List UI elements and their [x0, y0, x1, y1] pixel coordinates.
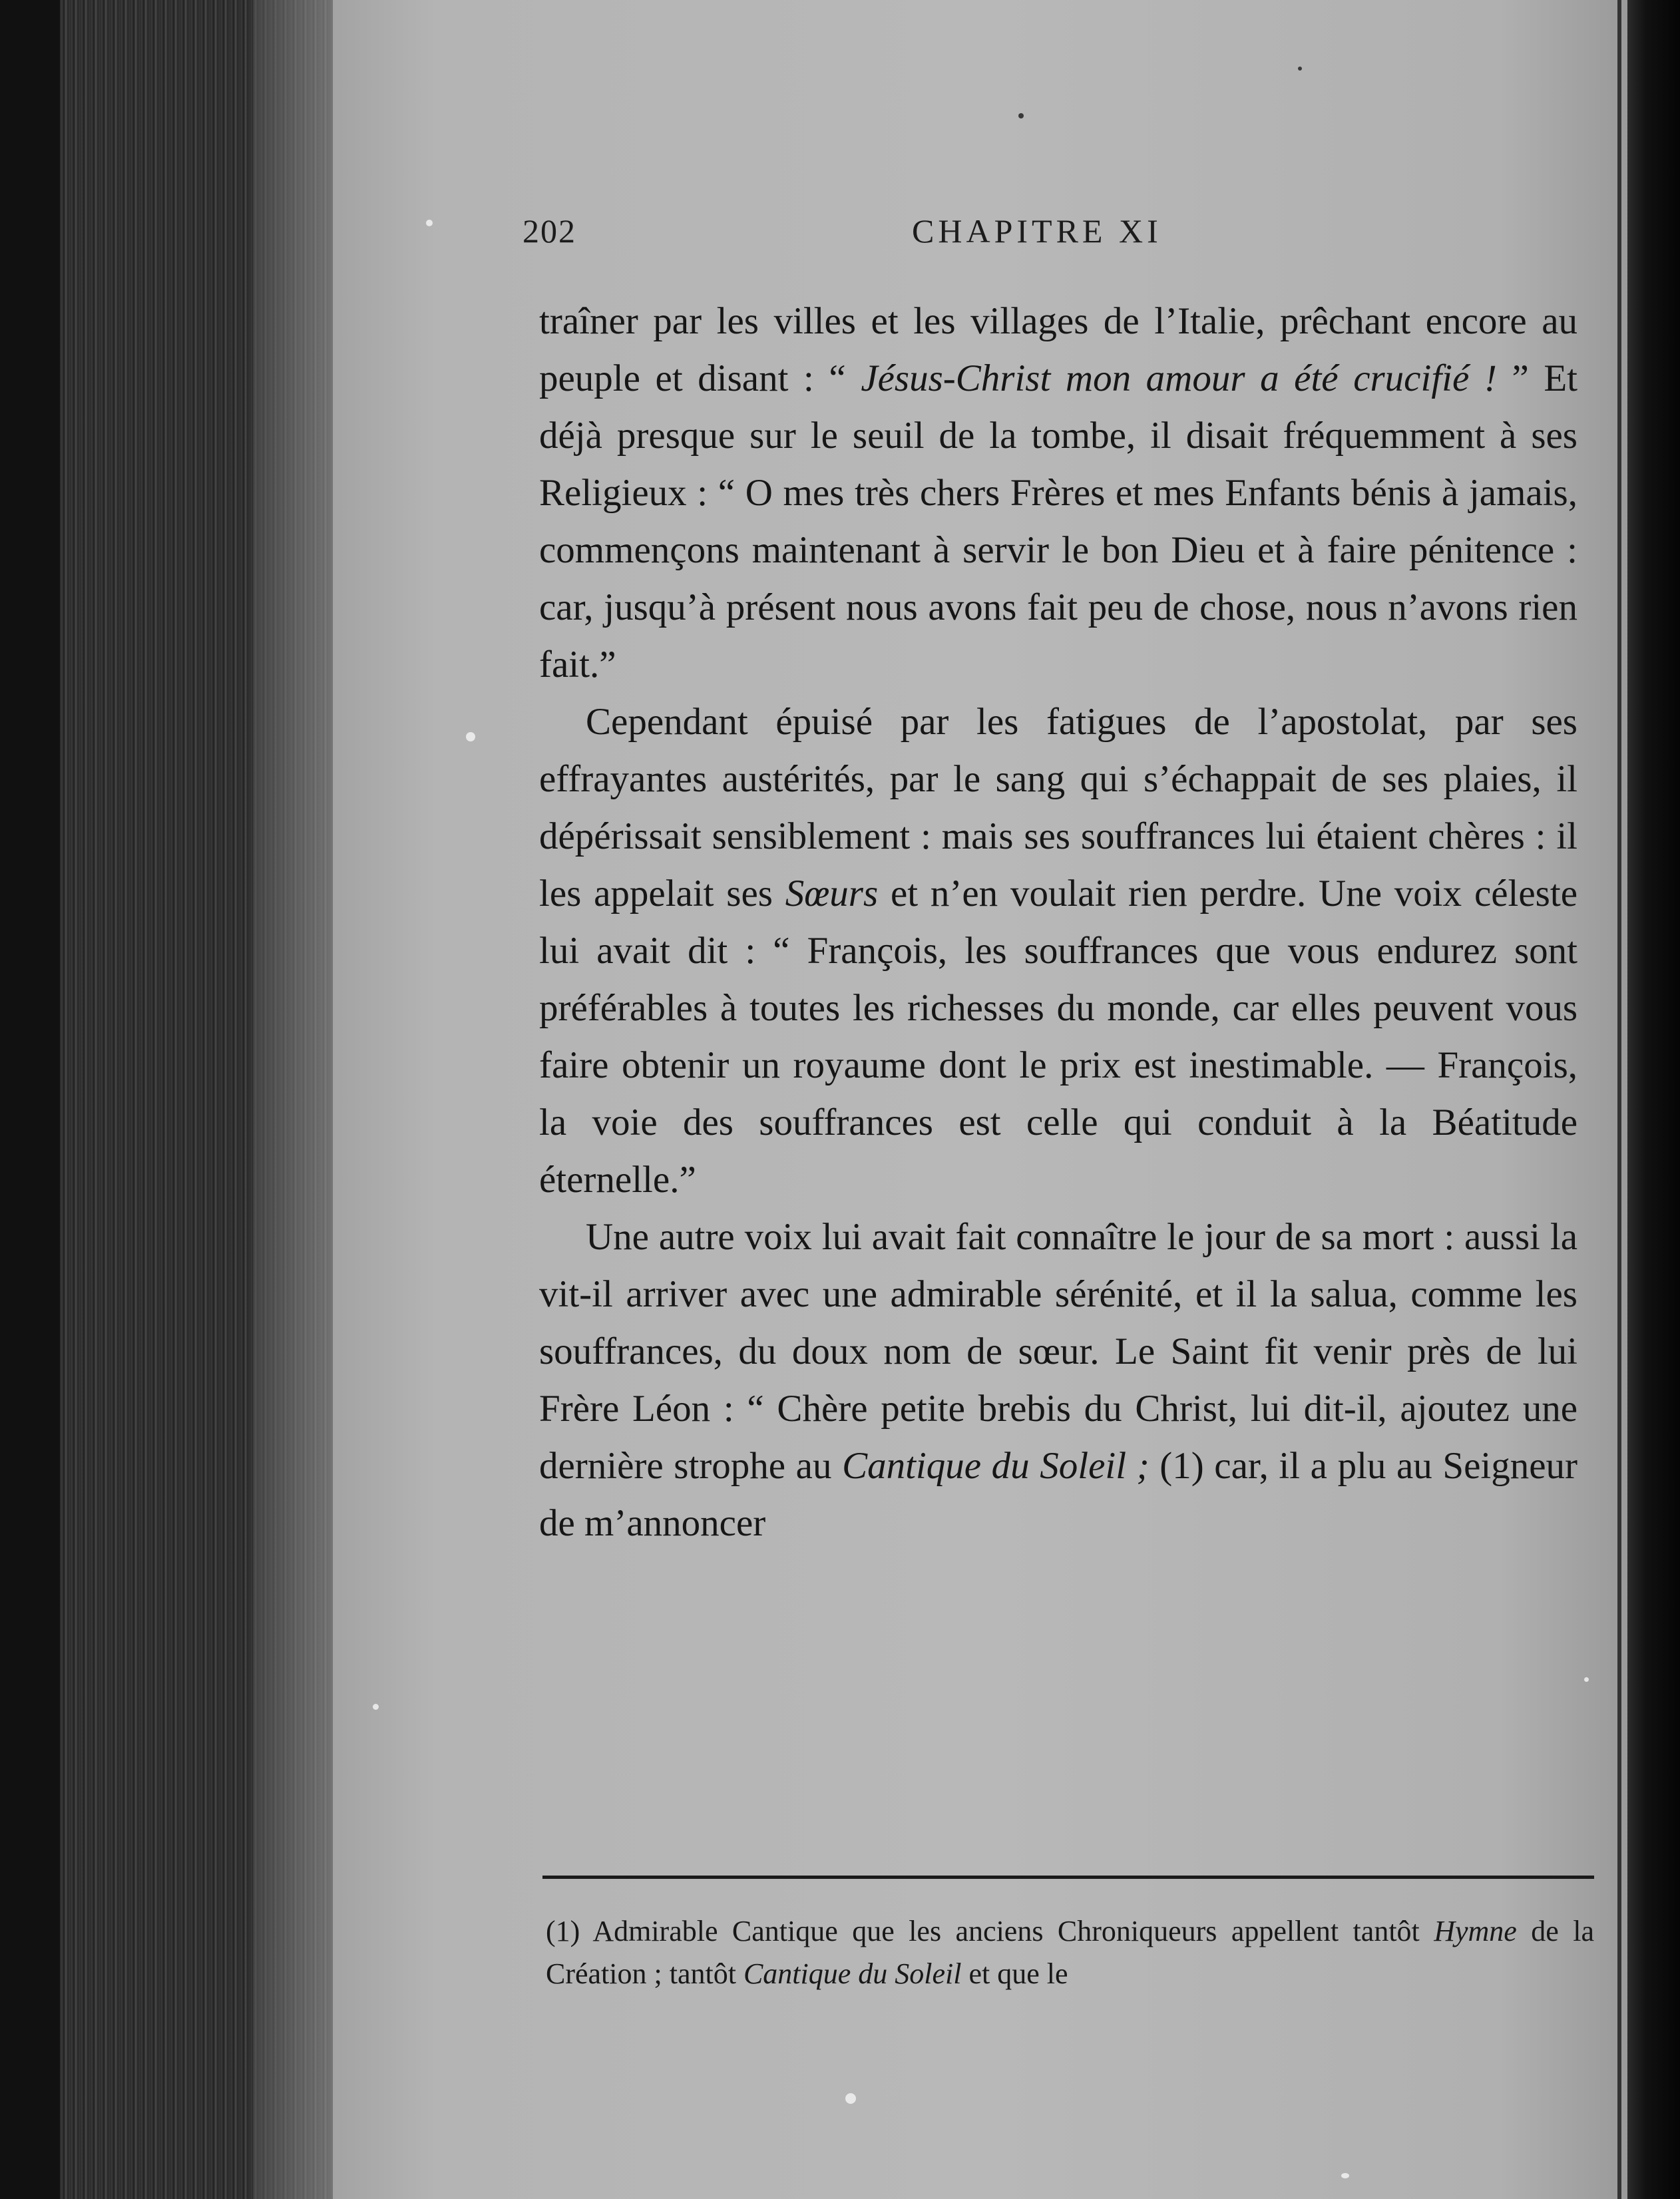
paragraph-1: [539, 293, 1577, 694]
footnote-rule: [542, 1876, 1594, 1879]
book-cover-edge: [1627, 0, 1680, 2199]
footnote-text-e: et que le: [961, 1957, 1068, 1990]
footnote-italic-2: Cantique du Soleil: [743, 1957, 962, 1990]
paragraph-3-text-c: (1) car, il a plu au Seigneur de m’annoncer: [539, 1445, 1578, 1544]
paragraph-1-italic: Jésus-Christ mon amour a été crucifié !: [861, 357, 1497, 399]
footnote-text-a: (1) Admirable Cantique que les anciens Chroniqueurs appellent tantôt: [546, 1915, 1434, 1947]
scan-speck: [1298, 67, 1302, 71]
page-header: [523, 212, 1587, 265]
book-page-edges: [60, 0, 333, 2199]
paragraph-3-italic: Cantique du Soleil ;: [842, 1445, 1150, 1487]
scan-speck: [845, 2093, 856, 2104]
page-right-border: [1617, 0, 1621, 2199]
paragraph-2: [539, 694, 1577, 1209]
scan-speck: [466, 732, 475, 741]
page-number: 202: [523, 212, 576, 250]
paragraph-2-italic: Sœurs: [785, 873, 879, 914]
paragraph-1-text-c: ” Et déjà presque sur le seuil de la tombe, il disait fréquemment à ses Religieux : “ O mes très chers Frères et mes Enfants bénis à jamais, commençons maintenant à servir le bon Dieu et à faire pénitence : car, jusqu’à présent nous avons fait peu de chose, nous n’avons rien fait.”: [539, 357, 1577, 686]
scan-speck: [373, 1704, 379, 1710]
paragraph-1-text-a: traîner par les villes et les villages de l’Italie, prêchant encore au peuple et disant : “: [539, 300, 1577, 399]
running-head: CHAPITRE XI: [912, 212, 1162, 250]
footnote: [546, 1910, 1594, 1995]
paragraph-3: [539, 1209, 1577, 1552]
body-text: [539, 293, 1577, 1552]
scan-background: [0, 0, 60, 2199]
paragraph-2-text-a: Cependant épuisé par les fatigues de l’apostolat, par ses effrayantes austérités, par le sang qui s’échappait de ses plaies, il dépérissait sensiblement : mais ses souffrances lui étaient chères : il les appelait ses: [539, 701, 1577, 914]
paragraph-2-text-c: et n’en voulait rien perdre. Une voix céleste lui avait dit : “ François, les souffrances que vous endurez sont préférables à toutes les richesses du monde, car elles peuvent vous faire obtenir un royaume dont le prix est inestimable. — François, la voie des souffrances est celle qui conduit à la Béatitude éternelle.”: [539, 873, 1577, 1201]
footnote-text-c: de la Création ; tantôt: [546, 1915, 1594, 1990]
scan-speck: [426, 220, 433, 226]
footnote-italic-1: Hymne: [1434, 1915, 1517, 1947]
scan-speck: [1584, 1677, 1589, 1682]
scan-speck: [1018, 113, 1024, 118]
scan-speck: [1341, 2173, 1349, 2178]
paragraph-3-text-a: Une autre voix lui avait fait connaître le jour de sa mort : aussi la vit-il arriver avec une admirable sérénité, et il la salua, comme les souffrances, du doux nom de sœur. Le Saint fit venir près de lui Frère Léon : “ Chère petite brebis du Christ, lui dit-il, ajoutez une dernière strophe au: [539, 1216, 1577, 1487]
